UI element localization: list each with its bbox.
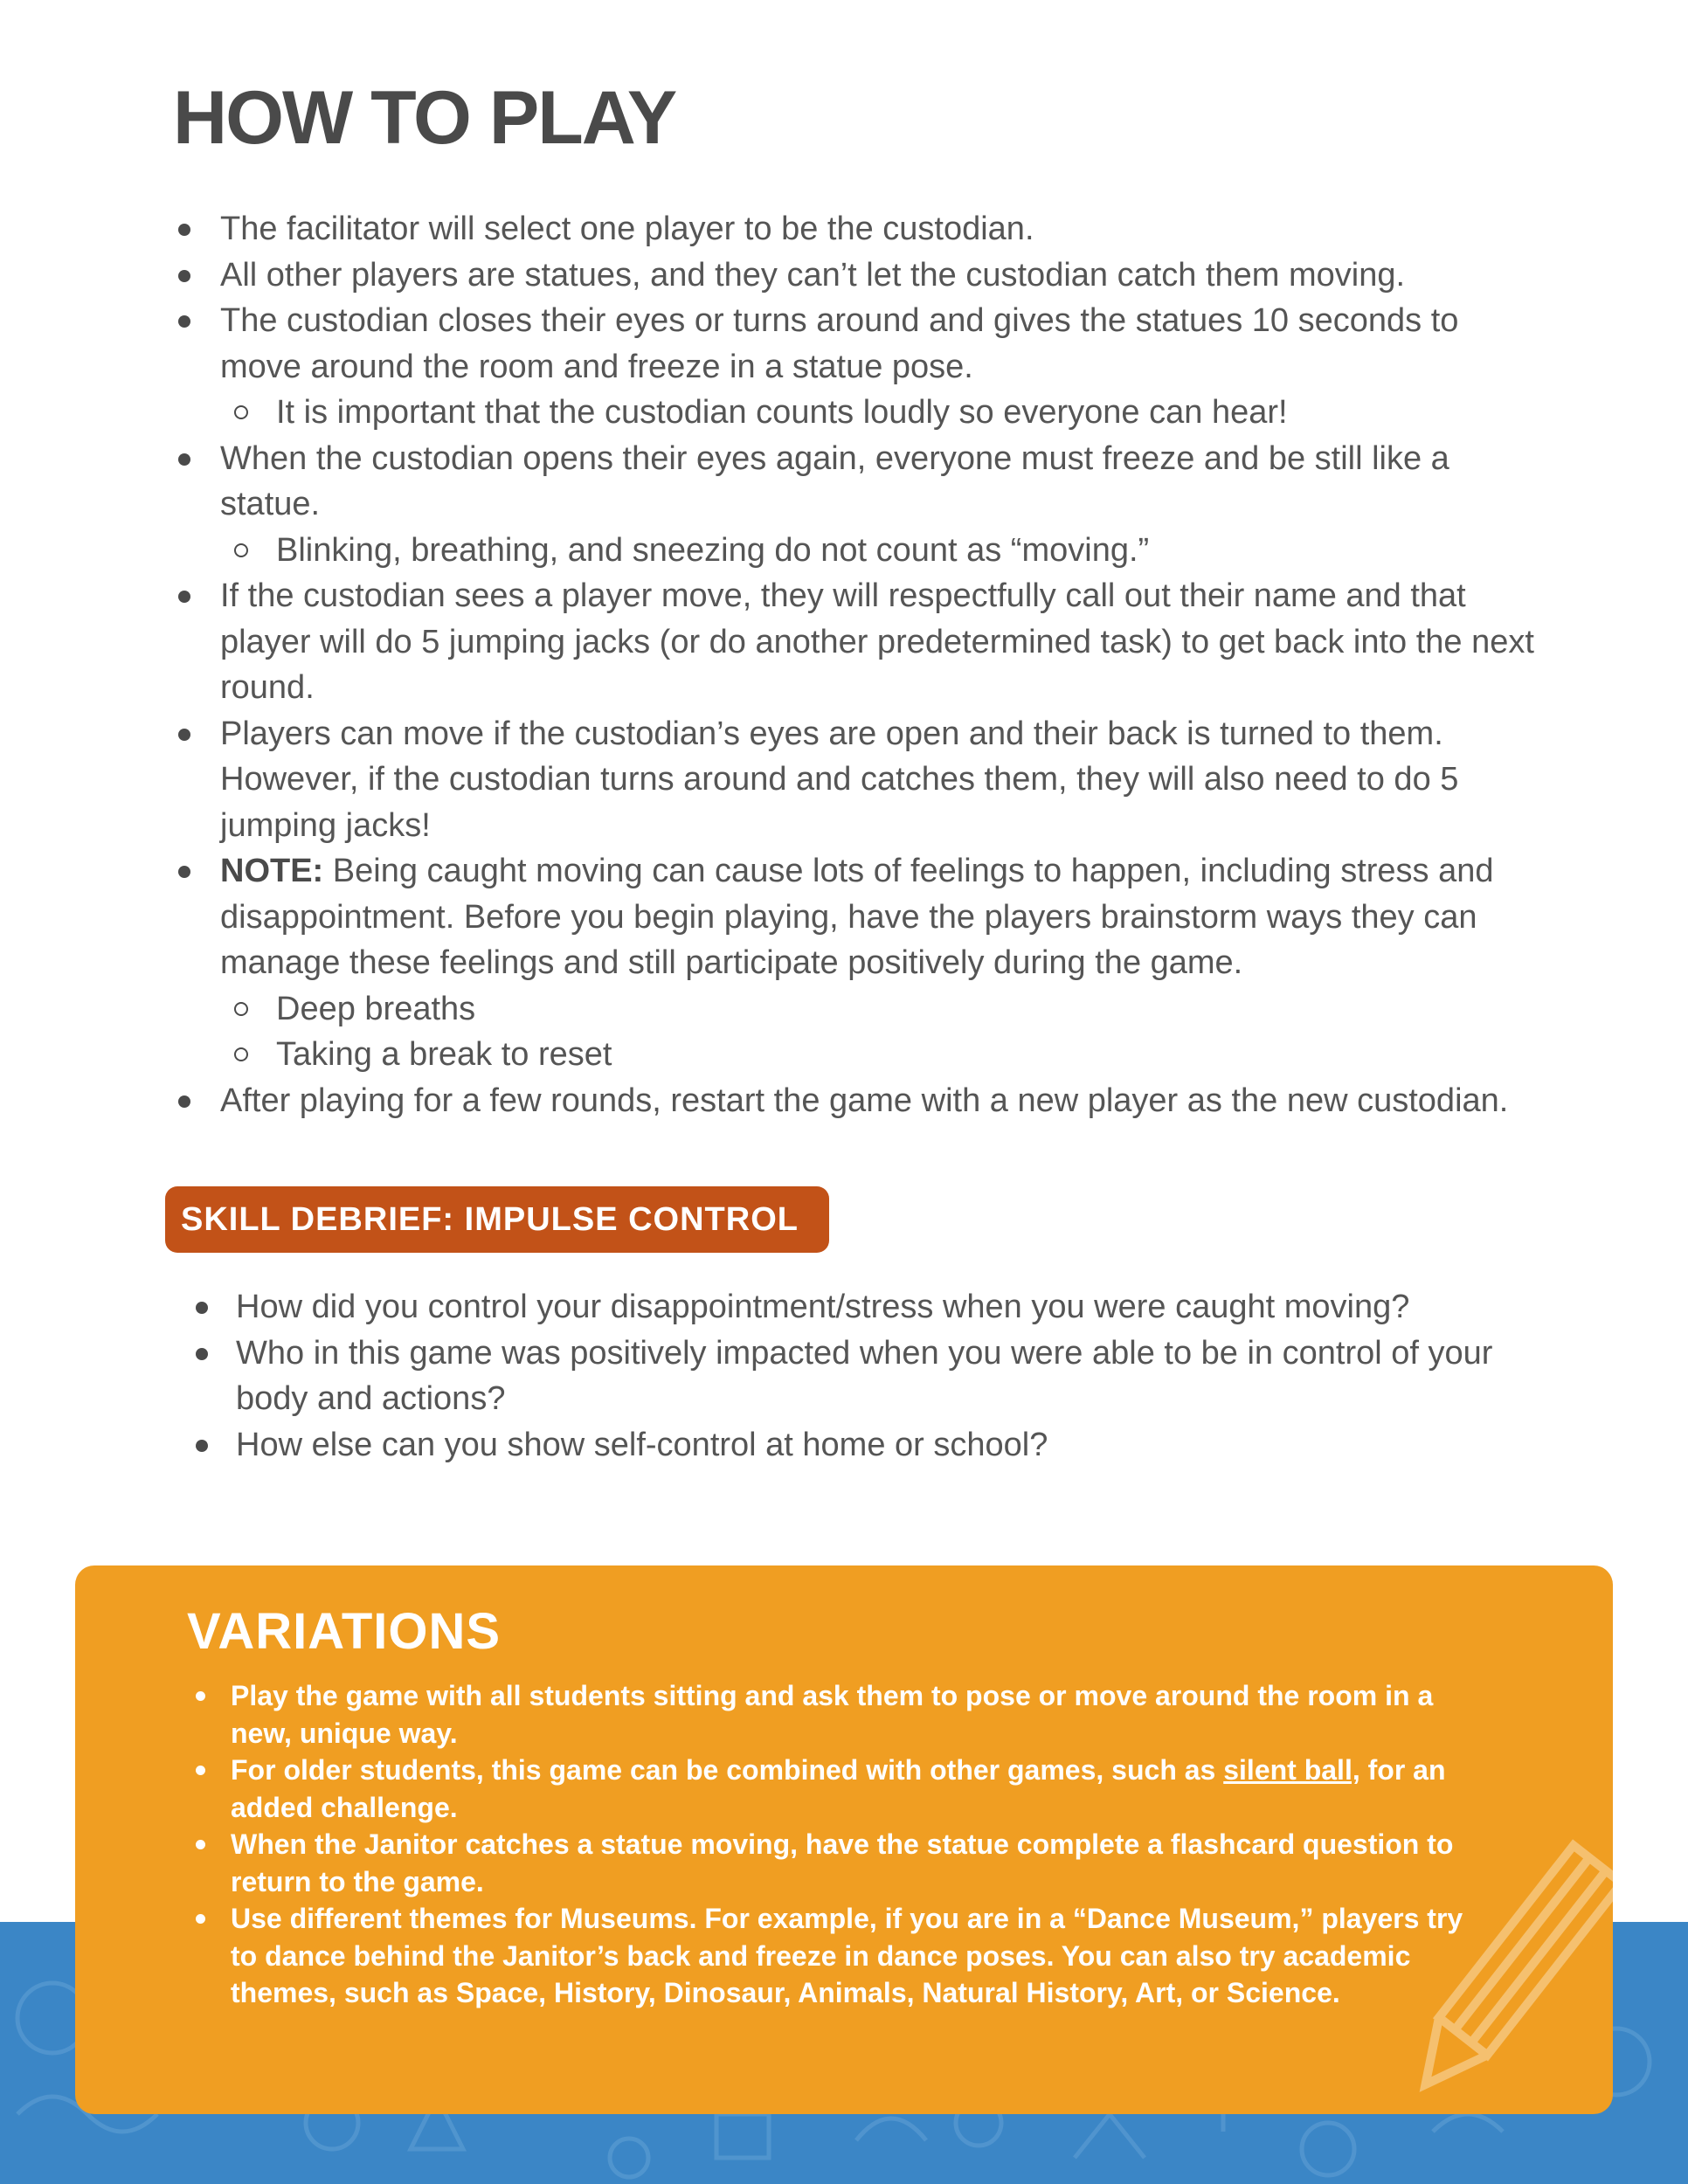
list-item: The custodian closes their eyes or turns around and gives the statues 10 seconds to move around the room and freeze in a statue pose.	[173, 298, 1536, 390]
variations-list	[187, 1677, 1480, 2012]
question-item: How else can you show self-control at home or school?	[190, 1422, 1536, 1469]
question-item: Who in this game was positively impacted when you were able to be in control of your body and actions?	[190, 1330, 1536, 1422]
variation-item: Play the game with all students sitting and ask them to pose or move around the room in a new, unique way.	[187, 1677, 1480, 1752]
list-item: After playing for a few rounds, restart the game with a new player as the new custodian.	[173, 1078, 1536, 1124]
pencil-icon	[1380, 1826, 1643, 2123]
skill-debrief-label: SKILL DEBRIEF: IMPULSE CONTROL	[181, 1200, 799, 1238]
silent-ball-link[interactable]: silent ball,	[1223, 1754, 1360, 1786]
sub-list-item: Blinking, breathing, and sneezing do not count as “moving.”	[173, 528, 1536, 574]
debrief-questions	[190, 1284, 1536, 1468]
variations-title: VARIATIONS	[187, 1603, 502, 1660]
skill-debrief-badge	[165, 1186, 829, 1253]
sub-list-item: It is important that the custodian counts loudly so everyone can hear!	[173, 390, 1536, 436]
variation-item: For older students, this game can be combined with other games, such as silent ball, for an added challenge.	[187, 1752, 1480, 1826]
variation-item: When the Janitor catches a statue moving, have the statue complete a flashcard question to return to the game.	[187, 1826, 1480, 1900]
sub-list-item: Deep breaths	[173, 986, 1536, 1033]
list-item: All other players are statues, and they can’t let the custodian catch them moving.	[173, 252, 1536, 299]
list-item: When the custodian opens their eyes again, everyone must freeze and be still like a statue.	[173, 436, 1536, 528]
list-item: If the custodian sees a player move, they will respectfully call out their name and that player will do 5 jumping jacks (or do another predetermined task) to get back into the next round.	[173, 573, 1536, 711]
list-item: The facilitator will select one player to be the custodian.	[173, 206, 1536, 252]
how-to-play-list	[173, 206, 1536, 1123]
note-item: NOTE: Being caught moving can cause lots of feelings to happen, including stress and disappointment. Before you begin playing, have the players brainstorm ways they can manage these feelings and still participate positively during the game.	[173, 848, 1536, 986]
sub-list-item: Taking a break to reset	[173, 1032, 1536, 1078]
question-item: How did you control your disappointment/stress when you were caught moving?	[190, 1284, 1536, 1330]
page-title: HOW TO PLAY	[173, 76, 676, 160]
variation-item: Use different themes for Museums. For example, if you are in a “Dance Museum,” players try to dance behind the Janitor’s back and freeze in dance poses. You can also try academic themes, such as Space, History, Dinosaur, Animals, Natural History, Art, or Science.	[187, 1900, 1480, 2012]
list-item: Players can move if the custodian’s eyes are open and their back is turned to them. However, if the custodian turns around and catches them, they will also need to do 5 jumping jacks!	[173, 711, 1536, 849]
note-label: NOTE:	[220, 853, 324, 889]
